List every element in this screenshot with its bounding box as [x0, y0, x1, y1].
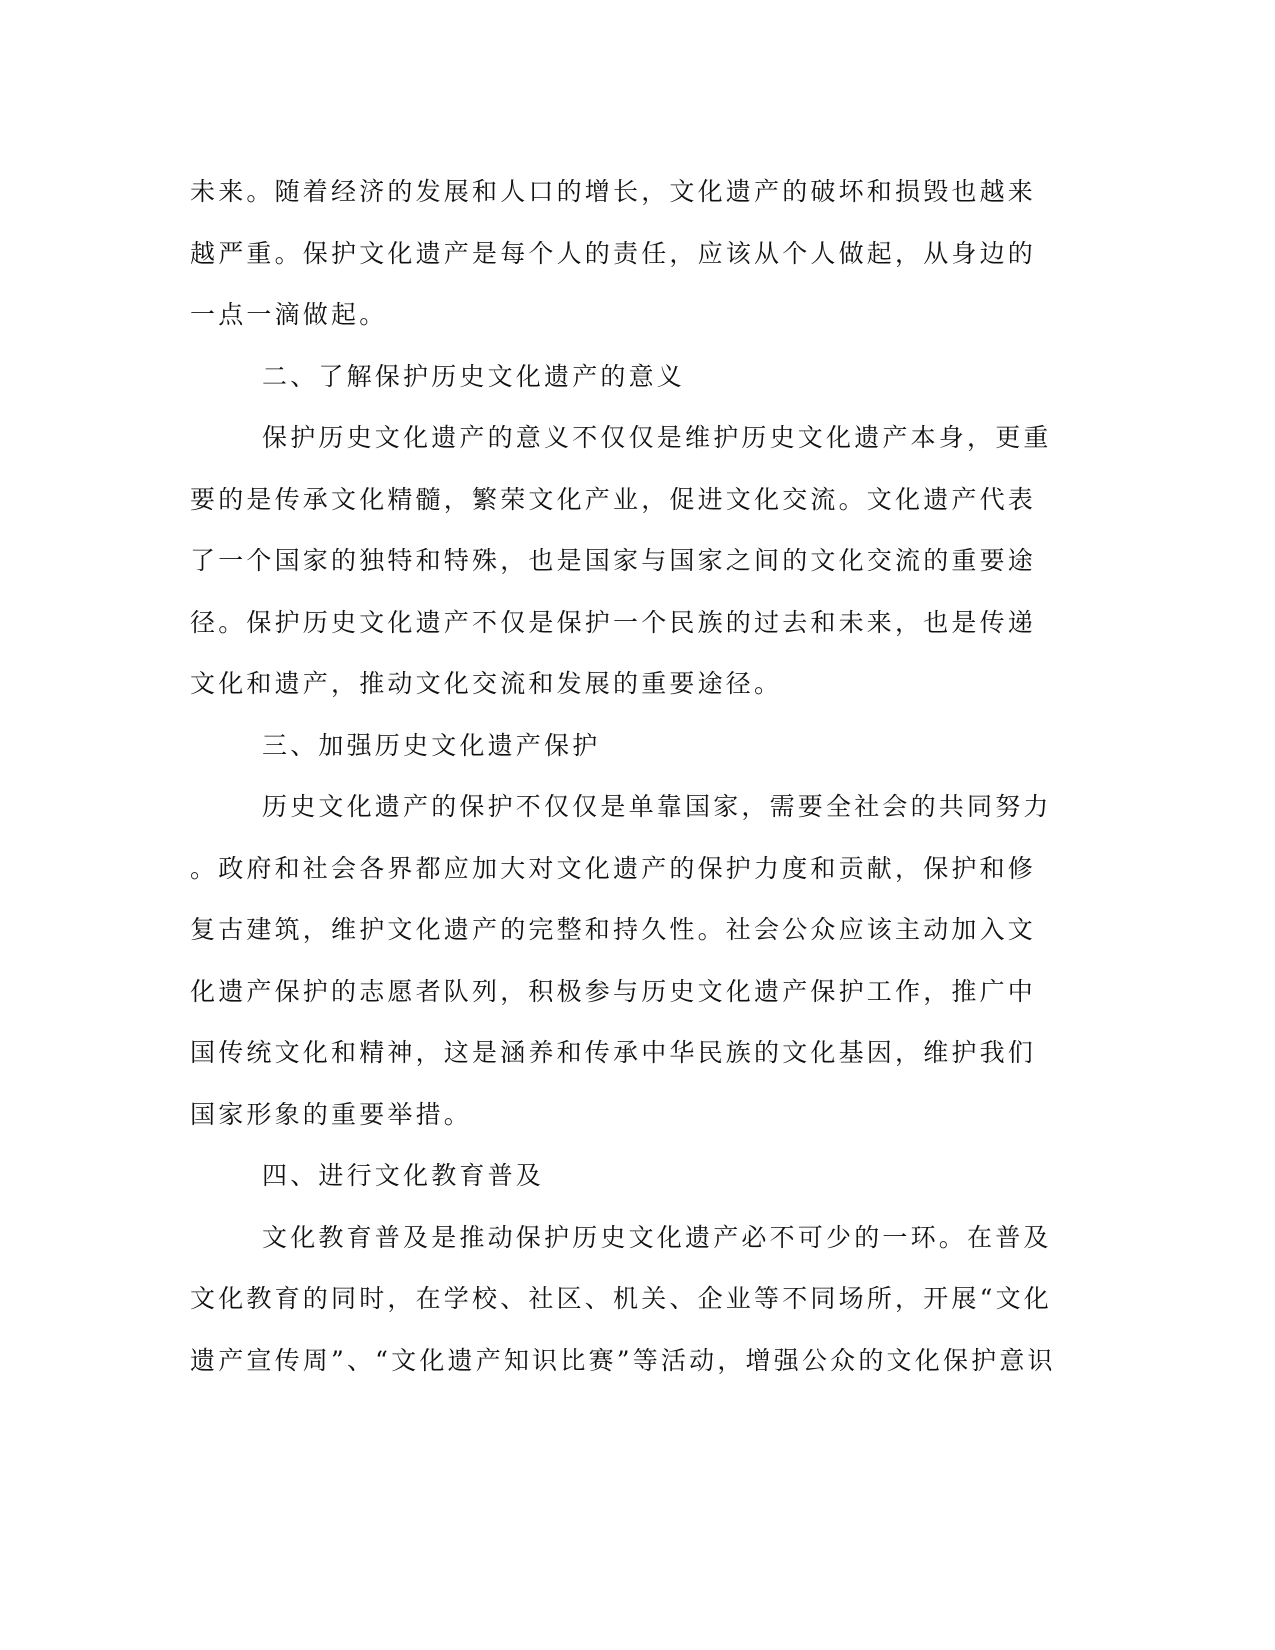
heading-line: 二、了解保护历史文化遗产的意义	[262, 361, 686, 391]
paragraph-2	[190, 407, 1080, 715]
text-line: 文化教育普及是推动保护历史文化遗产必不可少的一环。在普及	[262, 1222, 1052, 1252]
paragraph-1	[190, 161, 1080, 346]
text-line: 复古建筑，维护文化遗产的完整和持久性。社会公众应该主动加入文	[190, 915, 1037, 944]
heading-line: 三、加强历史文化遗产保护	[262, 730, 601, 760]
text-line: 遗产宣传周”、“文化遗产知识比赛”等活动，增强公众的文化保护意识	[190, 1345, 1056, 1375]
text-line: 一点一滴做起。	[190, 300, 388, 329]
section-heading-4	[190, 1145, 1080, 1207]
text-line: 未来。随着经济的发展和人口的增长，文化遗产的破坏和损毁也越来	[190, 177, 1037, 206]
paragraph-3	[190, 776, 1080, 1145]
section-heading-3	[190, 715, 1080, 777]
text-line: 历史文化遗产的保护不仅仅是单靠国家，需要全社会的共同努力	[262, 792, 1052, 821]
text-line: 国传统文化和精神，这是涵养和传承中华民族的文化基因，维护我们	[190, 1038, 1037, 1067]
text-line: 文化和遗产，推动文化交流和发展的重要途径。	[190, 669, 783, 698]
section-heading-2	[190, 346, 1080, 408]
text-line: 国家形象的重要举措。	[190, 1099, 473, 1129]
text-line: 了一个国家的独特和特殊，也是国家与国家之间的文化交流的重要途	[190, 546, 1037, 575]
text-line: 文化教育的同时，在学校、社区、机关、企业等不同场所，开展“文化	[190, 1284, 1052, 1313]
text-line: 。政府和社会各界都应加大对文化遗产的保护力度和贡献，保护和修	[190, 853, 1037, 883]
text-line: 化遗产保护的志愿者队列，积极参与历史文化遗产保护工作，推广中	[190, 976, 1037, 1006]
text-line: 径。保护历史文化遗产不仅是保护一个民族的过去和未来，也是传递	[190, 607, 1037, 637]
heading-line: 四、进行文化教育普及	[262, 1161, 545, 1190]
document-body	[190, 161, 1080, 1391]
paragraph-4	[190, 1207, 1080, 1392]
text-line: 保护历史文化遗产的意义不仅仅是维护历史文化遗产本身，更重	[262, 423, 1052, 452]
text-line: 要的是传承文化精髓，繁荣文化产业，促进文化交流。文化遗产代表	[190, 484, 1037, 514]
text-line: 越严重。保护文化遗产是每个人的责任，应该从个人做起，从身边的	[190, 238, 1037, 268]
